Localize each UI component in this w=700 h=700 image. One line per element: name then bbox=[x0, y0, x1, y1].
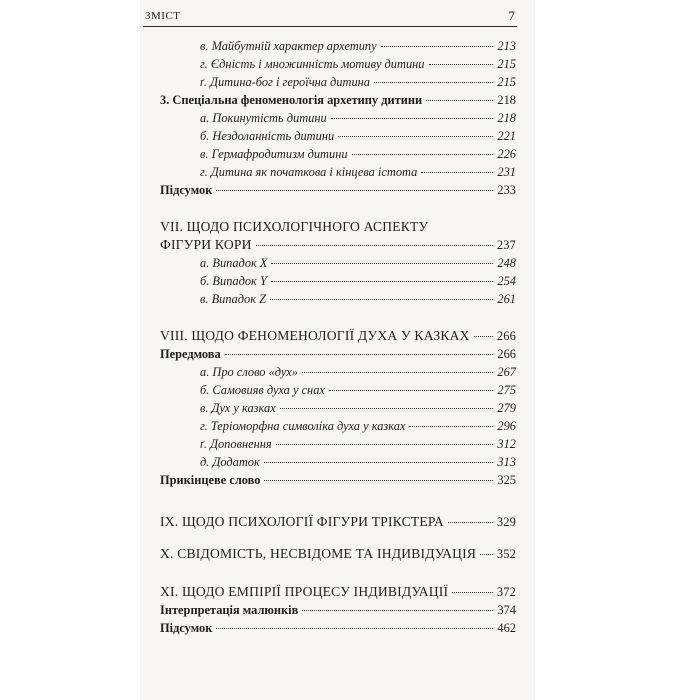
toc-entry-page: 329 bbox=[496, 515, 516, 529]
toc-entry bbox=[200, 163, 516, 181]
toc-entry-title: ФІГУРИ КОРИ bbox=[160, 237, 252, 252]
toc-entry-page: 213 bbox=[497, 39, 516, 53]
toc-entry-title: IX. ЩОДО ПСИХОЛОГІЇ ФІГУРИ ТРІКСТЕРА bbox=[160, 514, 444, 529]
toc-entry bbox=[160, 619, 516, 637]
toc-entry bbox=[160, 327, 516, 345]
toc-entry bbox=[160, 545, 516, 563]
toc-leader bbox=[329, 390, 494, 391]
toc-leader bbox=[271, 263, 493, 264]
toc-entry bbox=[200, 453, 516, 471]
header-title: ЗМІСТ bbox=[145, 10, 181, 22]
toc-entry-title: 3. Спеціальна феноменологія архетипу дитини bbox=[160, 93, 423, 107]
toc-leader bbox=[302, 372, 493, 373]
toc-entry-title: Підсумок bbox=[160, 621, 213, 635]
toc-entry bbox=[160, 181, 516, 199]
toc-leader bbox=[270, 299, 493, 300]
toc-entry-page: 254 bbox=[497, 274, 516, 288]
toc-entry-title: в. Випадок Z bbox=[200, 292, 266, 306]
toc-entry-page: 374 bbox=[497, 603, 516, 617]
toc-entry bbox=[200, 37, 516, 55]
toc-leader bbox=[271, 281, 494, 282]
toc-entry bbox=[160, 513, 516, 531]
toc-leader bbox=[474, 336, 493, 337]
toc-entry-page: 312 bbox=[497, 437, 516, 451]
toc-entry-title: б. Випадок Y bbox=[200, 274, 267, 288]
toc-leader bbox=[409, 426, 493, 427]
toc-entry bbox=[200, 290, 516, 308]
toc-leader bbox=[426, 100, 493, 101]
toc-entry bbox=[200, 399, 516, 417]
toc-entry-page: 267 bbox=[497, 365, 516, 379]
toc-entry-page: 313 bbox=[497, 455, 516, 469]
toc-entry-page: 226 bbox=[497, 147, 516, 161]
toc-entry-title: в. Дух у казках bbox=[200, 401, 276, 415]
toc-leader bbox=[302, 610, 493, 611]
toc-entry bbox=[200, 363, 516, 381]
toc-leader bbox=[280, 408, 494, 409]
toc-entry-page: 218 bbox=[497, 111, 516, 125]
toc-entry-title: в. Гермафродитизм дитини bbox=[200, 147, 348, 161]
toc-entry-page: 221 bbox=[497, 129, 516, 143]
toc-entry-title: ґ. Доповнення bbox=[200, 437, 272, 451]
toc-entry-page: 266 bbox=[496, 329, 516, 343]
chapter-heading-line: VII. ЩОДО ПСИХОЛОГІЧНОГО АСПЕКТУ bbox=[160, 219, 429, 234]
toc-leader bbox=[264, 462, 494, 463]
toc-leader bbox=[452, 592, 493, 593]
toc-entry-title: Прикінцеве слово bbox=[160, 473, 261, 487]
toc-leader bbox=[256, 245, 493, 246]
toc-leader bbox=[225, 354, 494, 355]
toc-entry bbox=[160, 601, 516, 619]
toc-entry-title: Передмова bbox=[160, 347, 221, 361]
toc-leader bbox=[216, 190, 493, 191]
toc-entry-page: 233 bbox=[497, 183, 516, 197]
toc-entry-page: 275 bbox=[497, 383, 516, 397]
toc-entry bbox=[200, 109, 516, 127]
toc-entry-title: а. Випадок X bbox=[200, 256, 268, 270]
toc-entry-page: 248 bbox=[497, 256, 516, 270]
toc-entry-page: 266 bbox=[497, 347, 516, 361]
toc-entry-title: ґ. Дитина-бог і героїчна дитина bbox=[200, 75, 370, 89]
toc-leader bbox=[276, 444, 494, 445]
toc-leader bbox=[381, 46, 494, 47]
toc-leader bbox=[429, 64, 494, 65]
toc-entry-title: а. Покинутість дитини bbox=[200, 111, 327, 125]
toc-entry-page: 279 bbox=[497, 401, 516, 415]
toc-entry-page: 261 bbox=[497, 292, 516, 306]
toc-entry-title: д. Додаток bbox=[200, 455, 260, 469]
toc-leader bbox=[421, 172, 493, 173]
toc-entry bbox=[200, 254, 516, 272]
toc-leader bbox=[216, 628, 493, 629]
toc-entry bbox=[200, 145, 516, 163]
toc-leader bbox=[480, 554, 493, 555]
toc-entry bbox=[200, 73, 516, 91]
toc-entry-page: 218 bbox=[497, 93, 516, 107]
toc-leader bbox=[448, 522, 493, 523]
toc-entry-page: 231 bbox=[497, 165, 516, 179]
toc-entry-title: а. Про слово «дух» bbox=[200, 365, 298, 379]
toc-entry bbox=[200, 127, 516, 145]
toc-entry-title: г. Теріоморфна символіка духа у казках bbox=[200, 419, 406, 433]
toc-entry bbox=[200, 435, 516, 453]
toc-entry bbox=[200, 272, 516, 290]
toc-entry bbox=[160, 345, 516, 363]
toc-entry-title: б. Нездоланність дитини bbox=[200, 129, 335, 143]
toc-entry bbox=[160, 471, 516, 489]
header-page-number: 7 bbox=[508, 8, 515, 23]
toc-entry-title: г. Єдність і множинність мотиву дитини bbox=[200, 57, 425, 71]
toc-entry-page: 237 bbox=[496, 238, 516, 252]
toc-entry-page: 215 bbox=[497, 75, 516, 89]
toc-leader bbox=[352, 154, 494, 155]
toc-entry-title: X. СВІДОМІСТЬ, НЕСВІДОМЕ ТА ІНДИВІДУАЦІЯ bbox=[160, 546, 477, 561]
toc-entry-title: Підсумок bbox=[160, 183, 213, 197]
toc-entry bbox=[160, 91, 516, 109]
toc-entry bbox=[160, 583, 516, 601]
toc-entry-title: б. Самовияв духа у снах bbox=[200, 383, 325, 397]
toc-leader bbox=[264, 480, 493, 481]
toc-leader bbox=[374, 82, 493, 83]
toc-entry-title: г. Дитина як початкова і кінцева істота bbox=[200, 165, 418, 179]
toc-entry bbox=[200, 417, 516, 435]
toc-leader bbox=[331, 118, 494, 119]
toc-entry-page: 215 bbox=[497, 57, 516, 71]
toc-entry-title: VIII. ЩОДО ФЕНОМЕНОЛОГІЇ ДУХА У КАЗКАХ bbox=[160, 328, 470, 343]
toc-entry bbox=[200, 55, 516, 73]
toc-entry-title: в. Майбутній характер архетипу bbox=[200, 39, 377, 53]
toc-entry bbox=[200, 381, 516, 399]
toc-entry-title: Інтерпретація малюнків bbox=[160, 603, 299, 617]
toc-entry-page: 325 bbox=[497, 473, 516, 487]
toc-entry-title: XI. ЩОДО ЕМПІРІЇ ПРОЦЕСУ ІНДИВІДУАЦІЇ bbox=[160, 584, 449, 599]
toc-entry-page: 372 bbox=[496, 585, 516, 599]
toc-entry-page: 296 bbox=[497, 419, 516, 433]
toc-entry-page: 352 bbox=[496, 547, 516, 561]
toc-leader bbox=[338, 136, 493, 137]
toc-entry-page: 462 bbox=[497, 621, 516, 635]
toc-entry bbox=[160, 236, 516, 254]
